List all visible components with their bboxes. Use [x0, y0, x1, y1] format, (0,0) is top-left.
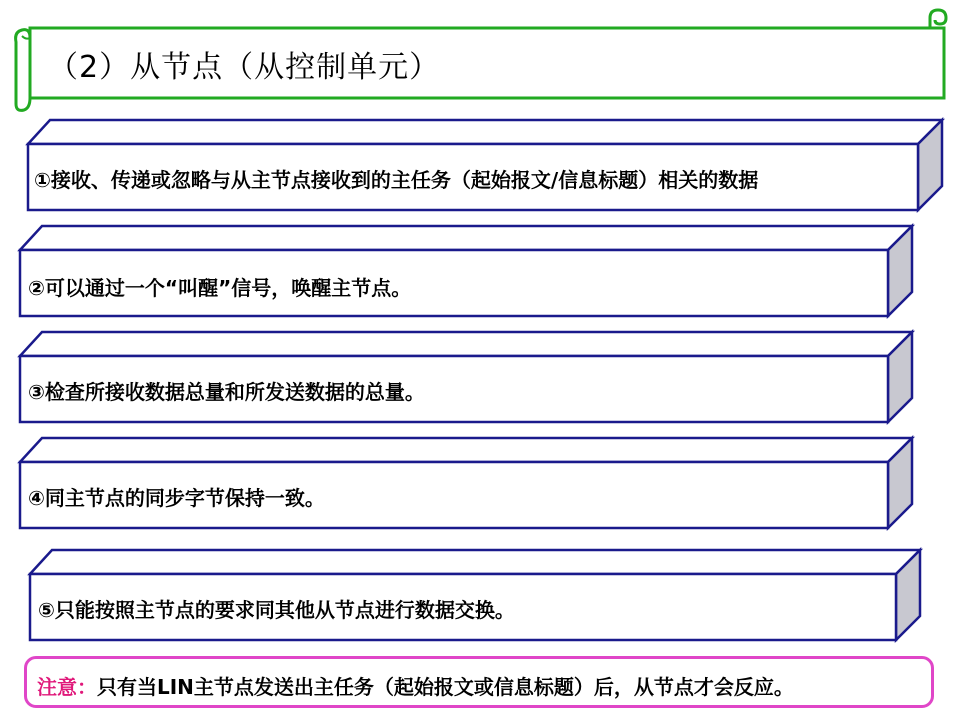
- list-item-2: [18, 224, 914, 318]
- list-item-3: [18, 330, 914, 424]
- box-3d-shape: [18, 224, 914, 318]
- item-text: ⑤只能按照主节点的要求同其他从节点进行数据交换。: [38, 598, 515, 622]
- list-item-5: [28, 548, 922, 642]
- note-box: [24, 656, 934, 708]
- item-text: ①接收、传递或忽略与从主节点接收到的主任务（起始报文/信息标题）相关的数据: [34, 168, 759, 192]
- item-text: ②可以通过一个“叫醒”信号，唤醒主节点。: [28, 276, 412, 300]
- title-banner: [0, 0, 960, 112]
- list-item-4: [18, 436, 914, 530]
- note-label: 注意：: [37, 675, 97, 699]
- page-title: （2）从节点（从控制单元）: [48, 50, 441, 85]
- item-text: ③检查所接收数据总量和所发送数据的总量。: [28, 380, 425, 404]
- note-text: 只有当LIN主节点发送出主任务（起始报文或信息标题）后，从节点才会反应。: [97, 675, 794, 699]
- note-line: [37, 671, 794, 700]
- list-item-1: [26, 118, 944, 212]
- item-text: ④同主节点的同步字节保持一致。: [28, 486, 325, 510]
